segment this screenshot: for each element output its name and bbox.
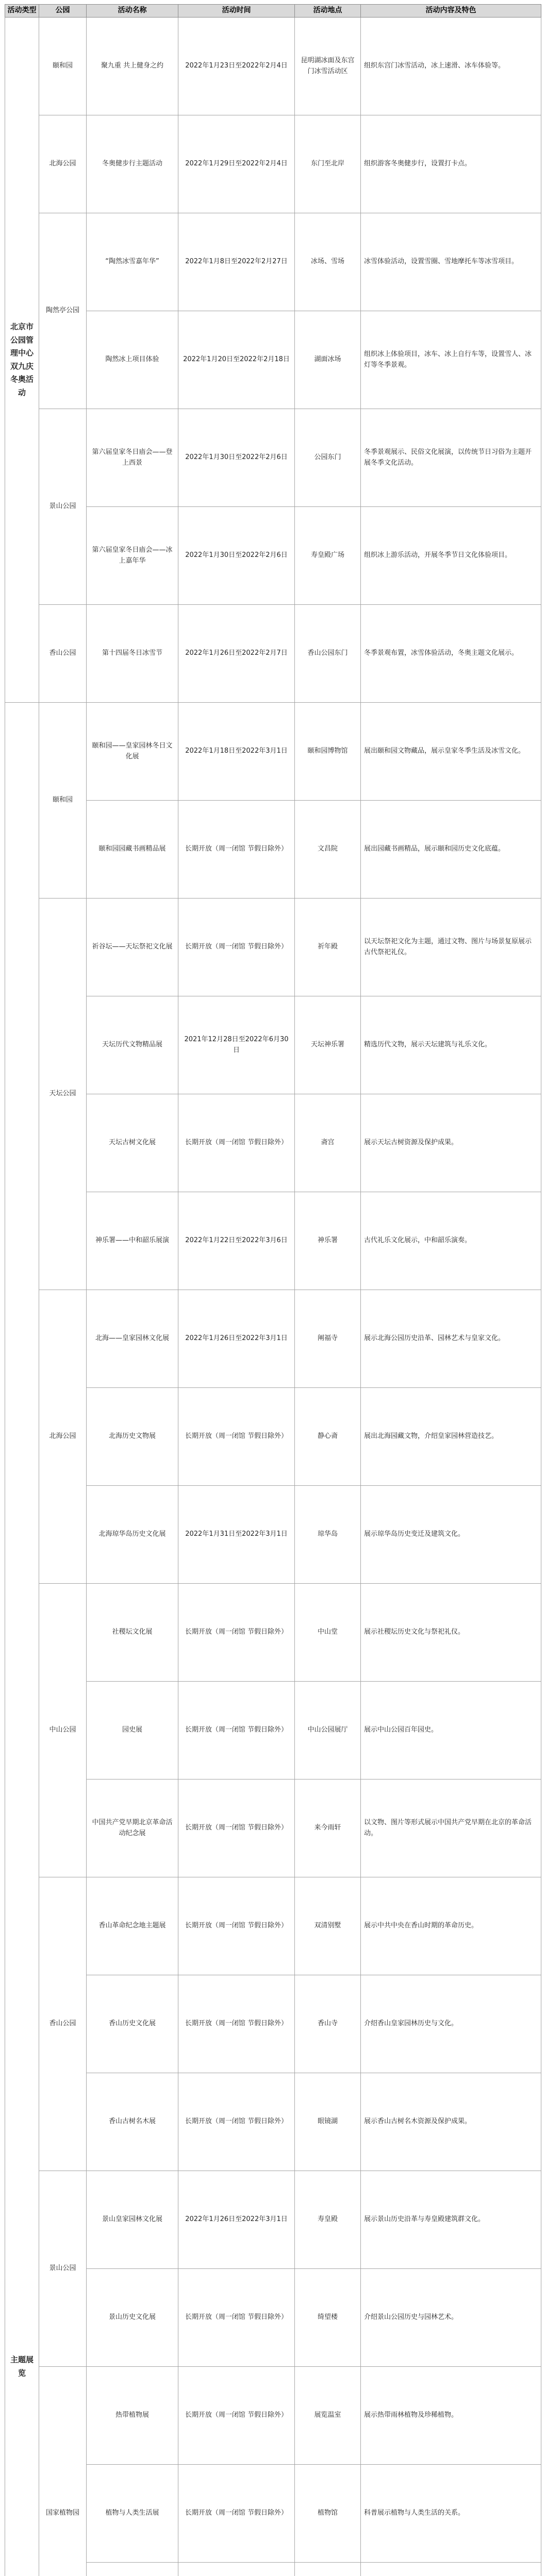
event-name-cell: 景山历史文化展 (87, 2269, 178, 2367)
event-desc-cell: 组织东宫门冰雪活动，冰上速滑、冰车体验等。 (361, 18, 541, 115)
event-place-cell: 眼镜湖 (295, 2073, 361, 2171)
event-desc-cell: 展示天坛古树资源及保护成果。 (361, 1094, 541, 1192)
event-place-cell: 公园东门 (295, 409, 361, 507)
event-name-cell: 热带植物展 (87, 2367, 178, 2465)
event-name-cell: 园史展 (87, 1682, 178, 1780)
event-time-cell: 2022年1月29日至2022年2月4日 (178, 115, 295, 213)
event-place-cell: 香山寺 (295, 1975, 361, 2073)
event-place-cell: 双清别墅 (295, 1877, 361, 1975)
event-place-cell: 昆明湖冰面及东宫门冰雪活动区 (295, 18, 361, 115)
event-name-cell: 北海历史文物展 (87, 1388, 178, 1486)
event-name-cell: 第六届皇家冬日庙会——登上西景 (87, 409, 178, 507)
event-time-cell: 长期开放（周一闭馆 节假日除外） (178, 1094, 295, 1192)
event-time-cell: 长期开放（周一闭馆 节假日除外） (178, 1780, 295, 1877)
park-cell: 北海公园 (39, 115, 87, 213)
event-time-cell: 2022年1月26日至2022年2月7日 (178, 605, 295, 703)
park-cell: 北海公园 (39, 1290, 87, 1584)
header-event-time: 活动时间 (178, 5, 295, 18)
event-place-cell: 湖面冰场 (295, 311, 361, 409)
event-place-cell: 天坛神乐署 (295, 996, 361, 1094)
event-time-cell: 长期开放（周一闭馆 节假日除外） (178, 1584, 295, 1682)
table-row (5, 213, 541, 311)
event-place-cell: 香山公园东门 (295, 605, 361, 703)
park-cell: 陶然亭公园 (39, 213, 87, 409)
header-row (5, 5, 541, 18)
event-place-cell: 来今雨轩 (295, 1780, 361, 1877)
event-time-cell: 2022年1月26日至2022年3月1日 (178, 2171, 295, 2269)
event-place-cell: 展览温室 (295, 2367, 361, 2465)
table-row (5, 1877, 541, 1975)
event-time-cell: 2022年1月22日至2022年3月6日 (178, 1192, 295, 1290)
event-name-cell: 北海——皇家园林文化展 (87, 1290, 178, 1388)
event-desc-cell: 以文物、图片等形式展示中国共产党早期在北京的革命活动。 (361, 1780, 541, 1877)
table-row (5, 899, 541, 996)
event-desc-cell: 展出北海园藏文物，介绍皇家园林营造技艺。 (361, 1388, 541, 1486)
event-name-cell: 祈谷坛——天坛祭祀文化展 (87, 899, 178, 996)
event-name-cell: 陶然冰上项目体验 (87, 311, 178, 409)
event-desc-cell: 介绍香山皇家园林历史与文化。 (361, 1975, 541, 2073)
event-name-cell: 第十四届冬日冰雪节 (87, 605, 178, 703)
event-name-cell: 第六届皇家冬日庙会——冰上嘉年华 (87, 507, 178, 605)
table-row (5, 409, 541, 507)
event-place-cell: 寿皇殿 (295, 2171, 361, 2269)
activity-table (5, 4, 541, 2576)
event-name-cell: 颐和园——皇家园林冬日文化展 (87, 703, 178, 801)
event-time-cell: 长期开放（周一闭馆 节假日除外） (178, 1388, 295, 1486)
event-time-cell: 2022年1月26日至2022年3月1日 (178, 1290, 295, 1388)
event-desc-cell: 精选历代文物，展示天坛建筑与礼乐文化。 (361, 996, 541, 1094)
event-place-cell: 寿皇殿广场 (295, 507, 361, 605)
event-desc-cell: 展示热带雨林植物及珍稀植物。 (361, 2367, 541, 2465)
event-time-cell: 2022年1月30日至2022年2月6日 (178, 507, 295, 605)
table-row (5, 2171, 541, 2269)
event-time-cell: 2022年1月20日至2022年2月18日 (178, 311, 295, 409)
table-row (5, 115, 541, 213)
event-desc-cell: 展示社稷坛历史文化与祭祀礼仪。 (361, 1584, 541, 1682)
event-time-cell: 长期开放（周一闭馆 节假日除外） (178, 801, 295, 899)
event-place-cell: 琼华岛 (295, 1486, 361, 1584)
event-desc-cell: 介绍景山公园历史与园林艺术。 (361, 2269, 541, 2367)
event-place-cell: 植物馆 (295, 2465, 361, 2563)
event-place-cell: 绮望楼 (295, 2269, 361, 2367)
event-desc-cell: 展示香山古树名木资源及保护成果。 (361, 2073, 541, 2171)
event-time-cell: 2022年1月23日至2022年2月4日 (178, 18, 295, 115)
event-desc-cell: 展示琼华岛历史变迁及建筑文化。 (361, 1486, 541, 1584)
event-place-cell: 颐和园博物馆 (295, 703, 361, 801)
event-name-cell: 香山革命纪念地主题展 (87, 1877, 178, 1975)
park-cell: 国家植物园 (39, 2367, 87, 2576)
event-place-cell: 东门至北岸 (295, 115, 361, 213)
event-desc-cell: 古代礼乐文化展示，中和韶乐演奏。 (361, 1192, 541, 1290)
event-time-cell: 长期开放（周一闭馆 节假日除外） (178, 1682, 295, 1780)
event-name-cell: 北海琼华岛历史文化展 (87, 1486, 178, 1584)
event-time-cell: 长期开放（周一闭馆 节假日除外） (178, 2367, 295, 2465)
event-place-cell: 神乐署 (295, 1192, 361, 1290)
header-park: 公园 (39, 5, 87, 18)
park-cell: 天坛公园 (39, 899, 87, 1290)
event-place-cell: 斋宫 (295, 1094, 361, 1192)
event-desc-cell: 展示景山历史沿革与寿皇殿建筑群文化。 (361, 2171, 541, 2269)
park-cell: 景山公园 (39, 2171, 87, 2367)
table-row (5, 18, 541, 115)
event-desc-cell: 冰雪体验活动，设置雪圈、雪地摩托车等冰雪项目。 (361, 213, 541, 311)
event-time-cell: 2022年1月31日至2022年3月1日 (178, 1486, 295, 1584)
event-place-cell: 文昌院 (295, 801, 361, 899)
header-event-name: 活动名称 (87, 5, 178, 18)
event-desc-cell: 展出园藏书画精品，展示颐和园历史文化底蕴。 (361, 801, 541, 899)
event-desc-cell: 展示中共中央在香山时期的革命历史。 (361, 1877, 541, 1975)
header-event-place: 活动地点 (295, 5, 361, 18)
activity-sheet (5, 4, 541, 2576)
event-place-cell (295, 2563, 361, 2576)
park-cell: 颐和园 (39, 703, 87, 899)
event-name-cell: 景山皇家园林文化展 (87, 2171, 178, 2269)
event-place-cell: 中山堂 (295, 1584, 361, 1682)
header-category: 活动类型 (5, 5, 39, 18)
table-row (5, 703, 541, 801)
event-name-cell: 植物与人类生活展 (87, 2465, 178, 2563)
event-name-cell: 天坛历代文物精品展 (87, 996, 178, 1094)
event-time-cell: 长期开放（周一闭馆 节假日除外） (178, 2073, 295, 2171)
table-row (5, 1584, 541, 1682)
event-desc-cell: 冬季景观布置，冰雪体验活动，冬奥主题文化展示。 (361, 605, 541, 703)
event-name-cell: 中国共产党早期北京革命活动纪念展 (87, 1780, 178, 1877)
category-cell: 主题展览 (5, 703, 39, 2576)
event-time-cell: 长期开放（周一闭馆 节假日除外） (178, 899, 295, 996)
header-event-desc: 活动内容及特色 (361, 5, 541, 18)
event-desc-cell: 展出颐和园文物藏品，展示皇家冬季生活及冰雪文化。 (361, 703, 541, 801)
event-place-cell: 祈年殿 (295, 899, 361, 996)
event-place-cell: 中山公园展厅 (295, 1682, 361, 1780)
park-cell: 香山公园 (39, 1877, 87, 2171)
event-name-cell: 香山历史文化展 (87, 1975, 178, 2073)
event-desc-cell: 组织游客冬奥健步行，设置打卡点。 (361, 115, 541, 213)
event-time-cell (178, 2563, 295, 2576)
park-cell: 中山公园 (39, 1584, 87, 1877)
category-cell: 北京市公园管理中心双九庆冬奥活动 (5, 18, 39, 703)
park-cell: 颐和园 (39, 18, 87, 115)
event-name-cell: 神乐署——中和韶乐展演 (87, 1192, 178, 1290)
event-desc-cell: 组织冰上游乐活动，开展冬季节日文化体验项目。 (361, 507, 541, 605)
table-row (5, 2367, 541, 2465)
park-cell: 香山公园 (39, 605, 87, 703)
event-name-cell: 天坛古树文化展 (87, 1094, 178, 1192)
event-desc-cell: 展示中山公园百年园史。 (361, 1682, 541, 1780)
event-time-cell: 长期开放（周一闭馆 节假日除外） (178, 1877, 295, 1975)
event-name-cell: 聚九重 共上健身之约 (87, 18, 178, 115)
event-desc-cell: 冬季景观展示、民俗文化展演，以传统节日习俗为主题开展冬季文化活动。 (361, 409, 541, 507)
event-place-cell: 静心斋 (295, 1388, 361, 1486)
event-place-cell: 冰场、雪场 (295, 213, 361, 311)
event-time-cell: 长期开放（周一闭馆 节假日除外） (178, 1975, 295, 2073)
event-time-cell: 长期开放（周一闭馆 节假日除外） (178, 2465, 295, 2563)
table-row (5, 1290, 541, 1388)
event-time-cell: 2022年1月8日至2022年2月27日 (178, 213, 295, 311)
event-name-cell: 颐和园园藏书画精品展 (87, 801, 178, 899)
event-name-cell: “陶然冰雪嘉年华” (87, 213, 178, 311)
table-row (5, 605, 541, 703)
event-place-cell: 阐福寺 (295, 1290, 361, 1388)
event-desc-cell: 展示北海公园历史沿革、园林艺术与皇家文化。 (361, 1290, 541, 1388)
park-cell: 景山公园 (39, 409, 87, 605)
event-time-cell: 2022年1月18日至2022年3月1日 (178, 703, 295, 801)
event-name-cell: 社稷坛文化展 (87, 1584, 178, 1682)
event-time-cell: 2021年12月28日至2022年6月30日 (178, 996, 295, 1094)
event-desc-cell: 科普展示植物与人类生活的关系。 (361, 2465, 541, 2563)
event-time-cell: 长期开放（周一闭馆 节假日除外） (178, 2269, 295, 2367)
event-desc-cell: 组织冰上体验项目，冰车、冰上自行车等，设置雪人、冰灯等冬季景观。 (361, 311, 541, 409)
event-time-cell: 2022年1月30日至2022年2月6日 (178, 409, 295, 507)
event-desc-cell (361, 2563, 541, 2576)
event-desc-cell: 以天坛祭祀文化为主题，通过文物、图片与场景复原展示古代祭祀礼仪。 (361, 899, 541, 996)
event-name-cell (87, 2563, 178, 2576)
event-name-cell: 冬奥健步行主题活动 (87, 115, 178, 213)
table-body (5, 18, 541, 2576)
event-name-cell: 香山古树名木展 (87, 2073, 178, 2171)
